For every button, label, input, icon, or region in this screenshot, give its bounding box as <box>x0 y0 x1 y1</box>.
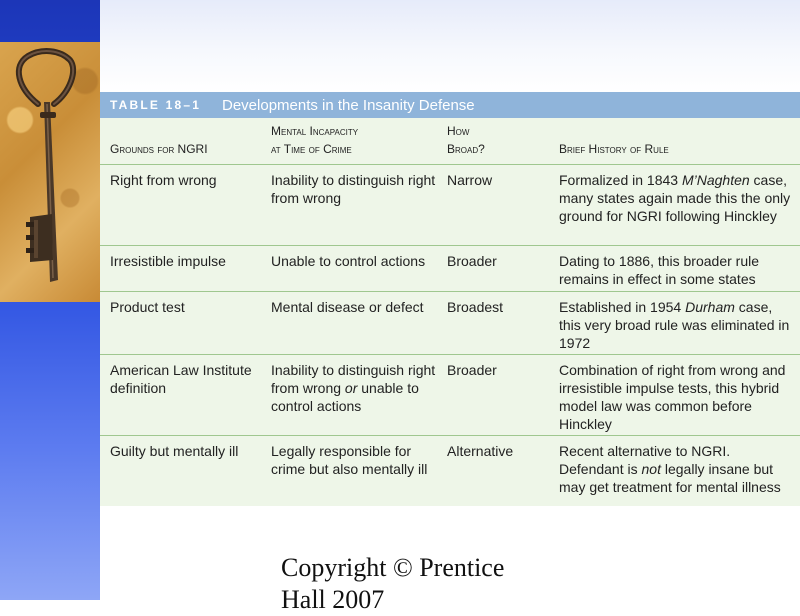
header-grounds <box>110 140 260 158</box>
cell-history <box>559 171 795 225</box>
table-title: Developments in the Insanity Defense <box>222 96 475 114</box>
insanity-defense-table <box>100 92 800 506</box>
table-number: TABLE 18–1 <box>110 98 202 112</box>
history-text: case, many states again made this the only ground for NGRI following Hinckley <box>559 172 791 224</box>
incapacity-text: Inability to distinguish right from wrong <box>271 362 436 396</box>
header-history-label: Brief History of Rule <box>559 142 669 156</box>
cell-broad: Narrow <box>447 172 493 188</box>
table-header-row <box>100 118 800 165</box>
table-row <box>100 246 800 292</box>
header-broad-line1: How <box>447 124 470 138</box>
cell-incapacity: Unable to control actions <box>271 253 426 269</box>
history-case-name: M’Naghten <box>681 172 750 188</box>
history-text: Established in 1954 <box>559 299 686 315</box>
cell-grounds: Right from wrong <box>110 172 217 188</box>
cell-broad: Broader <box>447 253 497 269</box>
cell-broad: Broader <box>447 362 497 378</box>
copyright-notice: Copyright © Prentice Hall 2007 <box>281 553 505 614</box>
cell-grounds: Irresistible impulse <box>110 253 226 269</box>
cell-grounds: Product test <box>110 299 185 315</box>
table-row <box>100 436 800 504</box>
cell-history: Combination of right from wrong and irresistible impulse tests, this hybrid model law was common before Hinckley <box>559 362 786 432</box>
history-case-name: Durham <box>685 299 735 315</box>
incapacity-text: unable to control actions <box>271 380 419 414</box>
cell-history <box>559 442 795 496</box>
header-grounds-label: Grounds for NGRI <box>110 142 208 156</box>
cell-incapacity <box>271 361 436 415</box>
cell-history: Dating to 1886, this broader rule remains in effect in some states <box>559 253 760 287</box>
cell-incapacity: Legally responsible for crime but also mentally ill <box>271 443 428 477</box>
header-fade <box>100 0 800 92</box>
cell-grounds: Guilty but mentally ill <box>110 443 239 459</box>
cell-incapacity: Mental disease or defect <box>271 299 424 315</box>
cell-broad: Broadest <box>447 299 504 315</box>
table-row <box>100 355 800 436</box>
history-text: legally insane but may get treatment for mental illness <box>559 461 781 495</box>
history-text: Formalized in 1843 <box>559 172 682 188</box>
table-row <box>100 165 800 246</box>
history-text: case, this very broad rule was eliminated in 1972 <box>559 299 790 351</box>
cell-broad: Alternative <box>447 443 514 459</box>
history-text: Recent alternative to NGRI. Defendant is <box>559 443 731 477</box>
key-icon <box>0 42 100 302</box>
cell-grounds: American Law Institute definition <box>110 362 252 396</box>
header-history <box>559 140 795 158</box>
table-body <box>100 118 800 504</box>
table-row <box>100 292 800 355</box>
cell-history <box>559 298 795 352</box>
header-broad <box>447 122 547 158</box>
cell-incapacity: Inability to distinguish right from wrong <box>271 172 436 206</box>
incapacity-emphasis: or <box>344 380 358 396</box>
key-photo <box>0 42 100 302</box>
header-incapacity-line2: at Time of Crime <box>271 142 352 156</box>
header-incapacity-line1: Mental Incapacity <box>271 124 359 138</box>
history-emphasis: not <box>641 461 661 477</box>
table-title-bar <box>100 92 800 118</box>
header-broad-line2: Broad? <box>447 142 485 156</box>
header-incapacity <box>271 122 436 158</box>
